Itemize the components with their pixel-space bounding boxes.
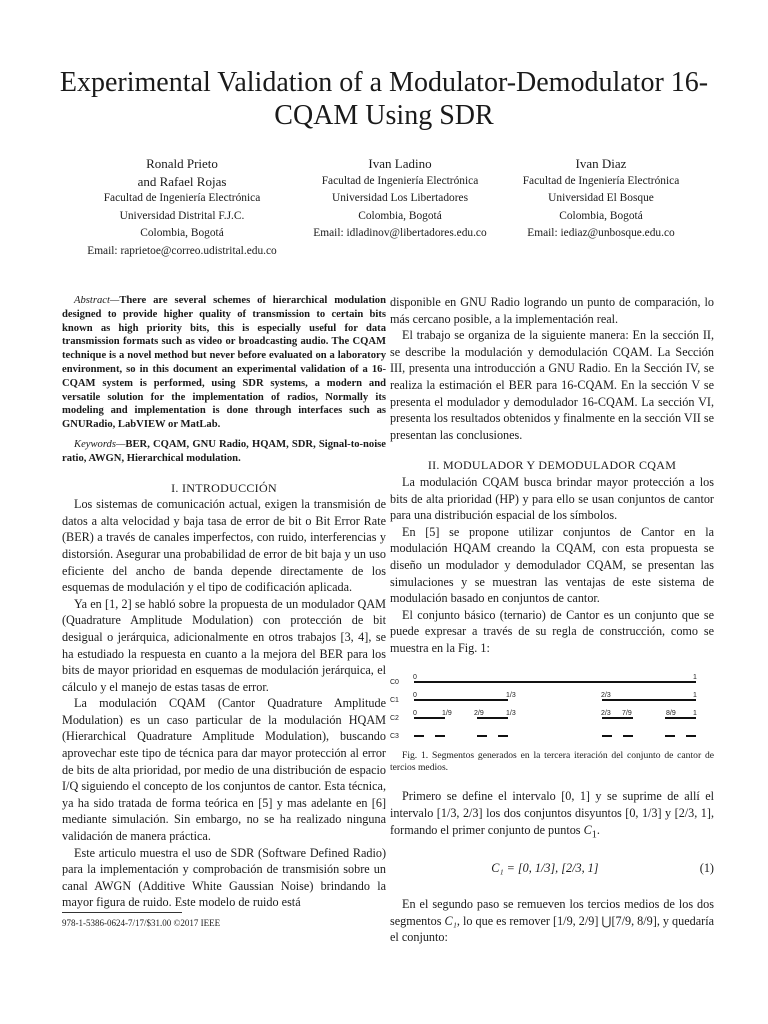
text-run: .	[596, 822, 600, 837]
tick-label: 0	[413, 692, 417, 700]
equation-1	[390, 860, 714, 877]
right-column	[390, 294, 714, 946]
paragraph: El conjunto básico (ternario) de Cantor es un conjunto que se puede expresar a través de su regla de construcción, como se muestra en la Fig. 1:	[390, 607, 714, 655]
row-label-c1: C1	[390, 697, 399, 705]
author-name: Ivan Ladino	[368, 156, 432, 171]
tick-label: 1	[693, 674, 697, 682]
figure-1	[390, 670, 714, 774]
tick-label: 1/3	[506, 692, 516, 700]
cantor-set-diagram	[390, 670, 714, 750]
author-block-2	[302, 155, 498, 243]
text-run: y	[661, 806, 675, 821]
math-symbol: C	[583, 822, 592, 837]
author-name: Ivan Diaz	[575, 156, 627, 171]
tick-label: 2/9	[474, 710, 484, 718]
text-run: Primero se define el intervalo	[402, 789, 562, 804]
author-email: Email: idladinov@libertadores.edu.co	[313, 227, 487, 240]
keywords-lead: Keywords—	[74, 438, 126, 450]
paragraph: Ya en [1, 2] se habló sobre la propuesta de un modulador QAM (Quadrature Amplitude Modulation) con protección de bit desigual o jerárquica, adicionalmente en otros trabajos [3, 4], se ha estudiado la respuesta en cuanto a la mejora del BER para los bits de mayor prioridad en esquemas de modulación jerárquica, el cálculo y el manejo de estas tasas de error.	[62, 596, 386, 694]
author-university: Universidad El Bosque	[548, 192, 654, 205]
text-run: , formando el primer conjunto de puntos	[390, 806, 714, 837]
author-block-1	[62, 155, 302, 261]
paragraph: La modulación CQAM busca brindar mayor protección a los bits de alta prioridad (HP) y para ello se usan conjuntos de cantor para una distribución espacial de los símbolos.	[390, 474, 714, 523]
paragraph: disponible en GNU Radio logrando un punto de comparación, lo más cercano posible, a la implementación real.	[390, 295, 714, 326]
row-label-c0: C0	[390, 679, 399, 687]
paragraph-interval	[390, 788, 714, 843]
abstract-lead: Abstract—	[74, 295, 120, 306]
tick-label: 8/9	[666, 710, 676, 718]
text-run: , lo que es remover	[456, 913, 554, 928]
paper-title: Experimental Validation of a Modulator-Demodulator 16-CQAM Using SDR	[59, 67, 709, 131]
author-university: Universidad Los Libertadores	[331, 192, 468, 205]
keywords	[62, 438, 386, 466]
paragraph: Este articulo muestra el uso de SDR (Software Defined Radio) para la implementación y comprobación de transmisión sobre un canal AWGN (Additive White Gaussian Noise) brindando la mayor figura de ruido. Este modelo de ruido está	[62, 845, 386, 910]
author-name: and Rafael Rojas	[137, 173, 227, 189]
paragraph-second-step	[390, 896, 714, 946]
author-dept: Facultad de Ingeniería Electrónica	[321, 174, 479, 187]
author-dept: Facultad de Ingeniería Electrónica	[522, 174, 680, 187]
tick-label: 2/3	[601, 692, 611, 700]
paragraph: Los sistemas de comunicación actual, exigen la transmisión de datos a alta velocidad y baja tasa de error de bit o Bit Error Rate (BER) a través de canales imperfectos, con ruido, interferencias y distorsión. Asegurar una probabilidad de error de bit baja y un uso eficiente del ancho de banda depende directamente de los esquemas de modulación y el tipo de codificación aplicada.	[62, 497, 386, 595]
abstract-text: There are several schemes of hierarchical modulation designed to provide higher quality of transmission to certain bits known as high priority bits, this is especially useful for data transmission formats such as video or broadcasting audio. The CQAM technique is a novel method but never before evaluated on a laboratory environment, so in this document an experimental validation of a 16-CQAM system is performed, using SDR systems, a modern and versatile solution for the implementation of radios, Normally its modeling and implementation is done through interfaces such as GNURadio, LabVIEW or MatLab.	[62, 295, 386, 431]
tick-label: 7/9	[622, 710, 632, 718]
author-email: Email: iediaz@unbosque.edu.co	[527, 227, 675, 240]
equation-number: (1)	[699, 860, 714, 875]
math-interval: [0, 1/3]	[625, 806, 662, 821]
copyright-footnote	[62, 912, 221, 928]
author-name: Ronald Prieto	[146, 156, 218, 171]
math-set: [1/9, 2/9] ⋃[7/9, 8/9]	[553, 913, 657, 928]
keywords-text: BER, CQAM, GNU Radio, HQAM, SDR, Signal-to-noise ratio, AWGN, Hierarchical modulation.	[62, 438, 386, 464]
tick-label: 1	[693, 710, 697, 718]
tick-label: 0	[413, 674, 417, 682]
figure-caption: Fig. 1. Segmentos generados en la tercera iteración del conjunto de cantor de tercios medios.	[390, 750, 714, 774]
math-interval: [1/3, 2/3]	[436, 806, 483, 821]
tick-label: 1/9	[442, 710, 452, 718]
paragraph: En [5] se propone utilizar conjuntos de Cantor en la modulación HQAM creando la CQAM, con esta propuesta se diseño un modulador y demodulador CQAM, se presentan las simulaciones y se muestran las ventajas de este sistema de modulación basado en conjuntos de cantor.	[390, 524, 714, 606]
footnote-text: 978-1-5386-0624-7/17/$31.00 ©2017 IEEE	[62, 918, 221, 928]
row-label-c2: C2	[390, 715, 399, 723]
author-location: Colombia, Bogotá	[559, 209, 643, 222]
text-run: En el segundo paso se remueven los tercios medios de los dos segmentos	[390, 897, 714, 928]
tick-label: 1/3	[506, 710, 516, 718]
equation-expression: C₁ = [0, 1/3], [2/3, 1]	[491, 860, 599, 875]
math-interval: [0, 1]	[561, 789, 590, 804]
author-email: Email: raprietoe@correo.udistrital.edu.co	[87, 244, 277, 257]
author-location: Colombia, Bogotá	[358, 209, 442, 222]
text-run: y se suprime de allí el intervalo	[390, 789, 714, 821]
author-block-3	[506, 155, 696, 243]
math-interval: [2/3, 1]	[674, 806, 711, 821]
author-location: Colombia, Bogotá	[140, 227, 224, 240]
section-heading-modulator: II. MODULADOR Y DEMODULADOR CQAM	[427, 458, 677, 473]
left-column	[62, 294, 386, 911]
math-subscript: 1	[591, 829, 597, 841]
tick-label: 0	[413, 710, 417, 718]
tick-label: 1	[693, 692, 697, 700]
tick-label: 2/3	[601, 710, 611, 718]
author-dept: Facultad de Ingeniería Electrónica	[103, 192, 261, 205]
author-university: Universidad Distrital F.J.C.	[119, 209, 245, 222]
paragraph: La modulación CQAM (Cantor Quadrature Amplitude Modulation) es un caso particular de la modulación HQAM (Hierarchical Quadrature Amplitude Modulation), buscando aprovechar este tipo de técnica para dar mayor protección al error de bits de alta prioridad, por medio de una distribución de espacio I/Q siguiendo el concepto de los conjuntos de cantor. Esta técnica, ya ha sido tratada de forma teórica en [5] y mas adelante en [6] mediante simulación. Sin embargo, no se ha realizado ninguna validación de manera práctica.	[62, 696, 386, 844]
section-heading-intro: I. INTRODUCCIÓN	[171, 480, 277, 495]
paragraph: El trabajo se organiza de la siguiente manera: En la sección II, se describe la modulación y demodulación CQAM. La Sección III, presenta una introducción a GNU Radio. En la Sección IV, se realiza la estimación el BER para 16-CQAM. En la sección V se presenta el modulador y demodulador 16-CQAM. La sección VI, presenta los resultados obtenidos y finalmente en la sección VII se presentan las conclusiones.	[390, 328, 715, 442]
abstract	[62, 294, 386, 432]
row-label-c3: C3	[390, 733, 399, 741]
text-run: los dos conjuntos disyuntos	[482, 806, 626, 821]
text-run: , y quedaría el conjunto:	[390, 913, 715, 945]
math-symbol: C₁	[444, 913, 457, 928]
